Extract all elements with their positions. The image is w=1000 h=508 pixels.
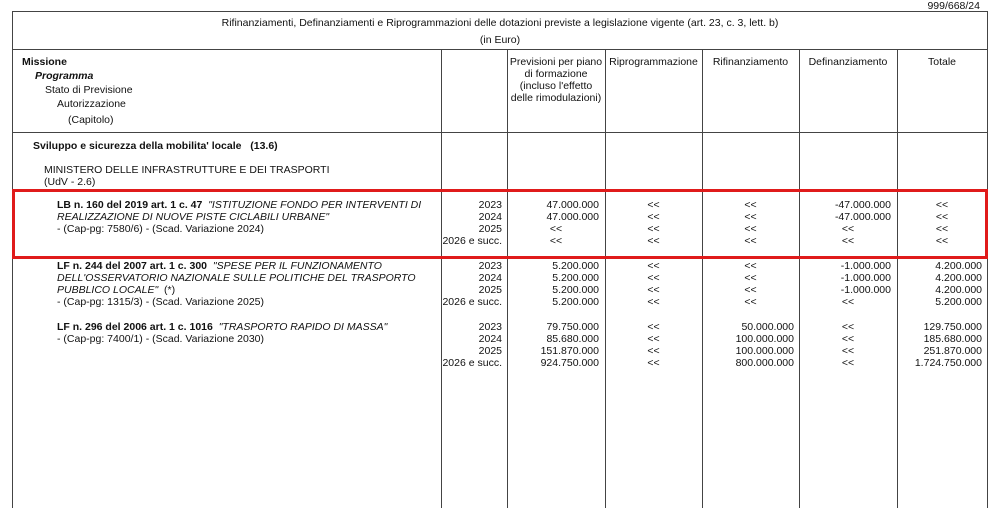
- header-totale: Totale: [927, 56, 957, 68]
- cell-riprog: <<: [647, 272, 660, 284]
- table-top-border: [12, 11, 988, 12]
- cell-tot: 251.870.000: [923, 345, 982, 357]
- header-capitolo: (Capitolo): [68, 114, 114, 126]
- cell-defin: -47.000.000: [834, 199, 891, 211]
- program-code: (13.6): [250, 140, 278, 152]
- item-2-desc-line2: DELL'OSSERVATORIO NAZIONALE SULLE POLITICHE DEL TRASPORTO: [57, 272, 416, 284]
- cell-tot: 129.750.000: [923, 321, 982, 333]
- header-previsioni-line: delle rimodulazioni): [510, 92, 602, 104]
- item-1-cap: - (Cap-pg: 7580/6) - (Scad. Variazione 2024): [57, 223, 264, 235]
- cell-rifin: 800.000.000: [735, 357, 794, 369]
- cell-prev: 85.680.000: [546, 333, 599, 345]
- cell-riprog: <<: [647, 345, 660, 357]
- item-desc: "ISTITUZIONE FONDO PER INTERVENTI DI: [208, 199, 422, 211]
- header-missione: Missione: [22, 56, 67, 68]
- item-3-cap: - (Cap-pg: 7400/1) - (Scad. Variazione 2030): [57, 333, 264, 345]
- cell-riprog: <<: [647, 357, 660, 369]
- cell-defin: -47.000.000: [834, 211, 891, 223]
- item-law-ref: LF n. 244 del 2007 art. 1 c. 300: [57, 260, 207, 272]
- cell-tot: 185.680.000: [923, 333, 982, 345]
- cell-defin: <<: [841, 357, 855, 369]
- cell-prev: 5.200.000: [552, 260, 599, 272]
- program-name: Sviluppo e sicurezza della mobilita' locale: [33, 140, 242, 152]
- cell-prev: 924.750.000: [540, 357, 599, 369]
- cell-rifin: <<: [744, 199, 757, 211]
- cell-year: 2024: [478, 211, 502, 223]
- cell-tot: 4.200.000: [935, 272, 982, 284]
- cell-defin: <<: [841, 235, 855, 247]
- cell-year: 2025: [478, 345, 502, 357]
- cell-defin: <<: [841, 223, 855, 235]
- cell-defin: -1.000.000: [840, 260, 891, 272]
- item-2-cap: - (Cap-pg: 1315/3) - (Scad. Variazione 2025): [57, 296, 264, 308]
- cell-year: 2026 e succ.: [442, 296, 502, 308]
- cell-year: 2023: [478, 321, 502, 333]
- header-rifinanziamento: Rifinanziamento: [712, 56, 789, 68]
- cell-defin: <<: [841, 345, 855, 357]
- table-right-border: [987, 11, 988, 508]
- header-riprogrammazione: Riprogrammazione: [609, 56, 698, 68]
- header-autorizzazione: Autorizzazione: [57, 98, 126, 110]
- cell-year: 2026 e succ.: [442, 357, 502, 369]
- item-2-law: [57, 260, 382, 272]
- header-previsioni-line: (incluso l'effetto: [519, 80, 593, 92]
- item-2-desc-line3: [57, 284, 175, 296]
- cell-riprog: <<: [647, 321, 660, 333]
- cell-rifin: <<: [744, 296, 757, 308]
- cell-prev: 5.200.000: [552, 284, 599, 296]
- cell-defin: <<: [841, 333, 855, 345]
- cell-riprog: <<: [647, 199, 660, 211]
- cell-riprog: <<: [647, 223, 660, 235]
- cell-tot: <<: [935, 235, 949, 247]
- table-left-border: [12, 11, 13, 508]
- cell-year: 2025: [478, 284, 502, 296]
- cell-prev: 47.000.000: [546, 211, 599, 223]
- cell-tot: 4.200.000: [935, 260, 982, 272]
- cell-year: 2025: [478, 223, 502, 235]
- header-bottom-line: [12, 132, 988, 133]
- cell-defin: -1.000.000: [840, 272, 891, 284]
- cell-riprog: <<: [647, 260, 660, 272]
- cell-defin: <<: [841, 296, 855, 308]
- cell-prev: <<: [549, 223, 563, 235]
- item-3-law: [57, 321, 387, 333]
- cell-riprog: <<: [647, 333, 660, 345]
- item-law-ref: LB n. 160 del 2019 art. 1 c. 47: [57, 199, 203, 211]
- cell-rifin: 100.000.000: [735, 333, 794, 345]
- cell-rifin: <<: [744, 272, 757, 284]
- cell-prev: <<: [549, 235, 563, 247]
- header-top-line: [12, 49, 988, 50]
- header-programma: Programma: [35, 70, 94, 82]
- header-stato: Stato di Previsione: [45, 84, 133, 96]
- item-note: (*): [164, 284, 176, 296]
- cell-rifin: 100.000.000: [735, 345, 794, 357]
- cell-year: 2024: [478, 333, 502, 345]
- header-previsioni-line: di formazione: [524, 68, 588, 80]
- item-1-desc-line2: REALIZZAZIONE DI NUOVE PISTE CICLABILI URBANE": [57, 211, 330, 223]
- header-definanziamento: Definanziamento: [808, 56, 888, 68]
- cell-riprog: <<: [647, 211, 660, 223]
- cell-tot: 5.200.000: [935, 296, 982, 308]
- program-title: [33, 140, 278, 152]
- cell-prev: 47.000.000: [546, 199, 599, 211]
- cell-year: 2023: [478, 199, 502, 211]
- unit-label: (in Euro): [479, 34, 521, 46]
- cell-prev: 79.750.000: [546, 321, 599, 333]
- item-desc: "TRASPORTO RAPIDO DI MASSA": [218, 321, 388, 333]
- udv-label: (UdV - 2.6): [44, 176, 96, 188]
- header-previsioni: [507, 56, 605, 104]
- item-desc: "SPESE PER IL FUNZIONAMENTO: [212, 260, 382, 272]
- cell-rifin: 50.000.000: [741, 321, 794, 333]
- cell-prev: 151.870.000: [540, 345, 599, 357]
- cell-defin: <<: [841, 321, 855, 333]
- cell-rifin: <<: [744, 260, 757, 272]
- cell-year: 2023: [478, 260, 502, 272]
- cell-defin: -1.000.000: [840, 284, 891, 296]
- ministry-name: MINISTERO DELLE INFRASTRUTTURE E DEI TRASPORTI: [44, 164, 330, 176]
- cell-year: 2024: [478, 272, 502, 284]
- cell-tot: 4.200.000: [935, 284, 982, 296]
- cell-tot: 1.724.750.000: [914, 357, 982, 369]
- cell-rifin: <<: [744, 284, 757, 296]
- cell-rifin: <<: [744, 235, 757, 247]
- cell-year: 2026 e succ.: [442, 235, 502, 247]
- cell-tot: <<: [935, 199, 949, 211]
- document-code: 999/668/24: [927, 0, 980, 12]
- highlight-frame: [12, 189, 988, 259]
- cell-riprog: <<: [647, 235, 660, 247]
- header-previsioni-line: Previsioni per piano: [509, 56, 603, 68]
- item-law-ref: LF n. 296 del 2006 art. 1 c. 1016: [57, 321, 213, 333]
- cell-rifin: <<: [744, 211, 757, 223]
- cell-riprog: <<: [647, 284, 660, 296]
- table-title: Rifinanziamenti, Definanziamenti e Riprogrammazioni delle dotazioni previste a legislazione vigente (art. 23, c. 3, lett. b): [221, 17, 779, 29]
- cell-tot: <<: [935, 223, 949, 235]
- cell-prev: 5.200.000: [552, 272, 599, 284]
- item-desc: PUBBLICO LOCALE": [57, 284, 159, 296]
- cell-riprog: <<: [647, 296, 660, 308]
- cell-rifin: <<: [744, 223, 757, 235]
- cell-prev: 5.200.000: [552, 296, 599, 308]
- cell-tot: <<: [935, 211, 949, 223]
